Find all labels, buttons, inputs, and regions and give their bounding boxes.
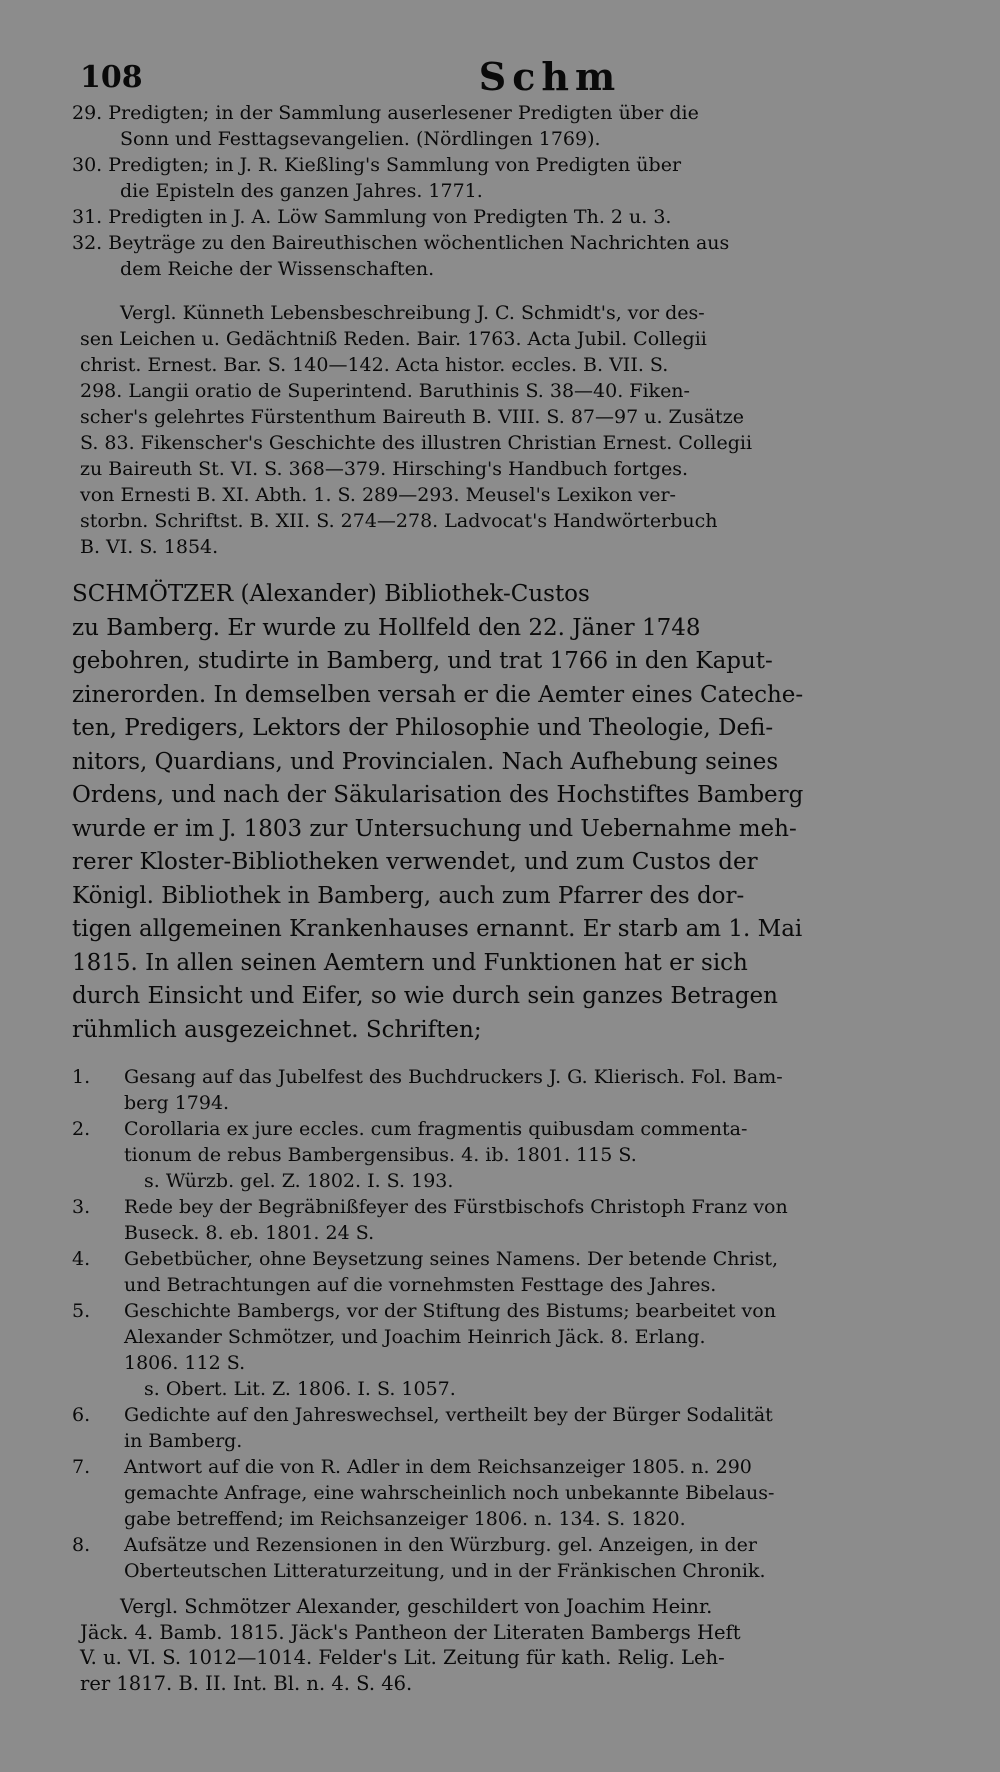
- list-line: 30. Predigten; in J. R. Kießling's Sammlung von Predigten über: [72, 154, 682, 176]
- work-line: [72, 1376, 932, 1402]
- work-text: berg 1794.: [124, 1092, 230, 1114]
- biography-line: zinerorden. In demselben versah er die Aemter eines Cateche-: [72, 681, 804, 708]
- reference-line: zu Baireuth St. VI. S. 368—379. Hirsching's Handbuch fortges.: [80, 458, 689, 480]
- works-list: [72, 1064, 932, 1584]
- reference-line: Vergl. Künneth Lebensbeschreibung J. C. Schmidt's, vor des-: [120, 302, 705, 324]
- work-number: 2.: [72, 1118, 91, 1140]
- running-head: Schm: [478, 54, 622, 99]
- top-list: [72, 100, 932, 282]
- work-text: Alexander Schmötzer, und Joachim Heinrich Jäck. 8. Erlang.: [124, 1326, 706, 1348]
- work-line: [72, 1168, 932, 1194]
- work-text: Gesang auf das Jubelfest des Buchdruckers J. G. Klierisch. Fol. Bam-: [124, 1066, 783, 1088]
- work-text: Buseck. 8. eb. 1801. 24 S.: [124, 1222, 375, 1244]
- work-text: s. Würzb. gel. Z. 1802. I. S. 193.: [144, 1170, 454, 1192]
- work-line: [72, 1090, 932, 1116]
- reference-line: sen Leichen u. Gedächtniß Reden. Bair. 1763. Acta Jubil. Collegii: [80, 328, 707, 350]
- work-line: [72, 1480, 932, 1506]
- biography-line: SCHMÖTZER (Alexander) Bibliothek-Custos: [72, 581, 590, 607]
- reference-line: S. 83. Fikenscher's Geschichte des illustren Christian Ernest. Collegii: [80, 432, 753, 454]
- page-number: 108: [80, 60, 143, 95]
- biography-line: rühmlich ausgezeichnet. Schriften;: [72, 1016, 482, 1043]
- work-text: s. Obert. Lit. Z. 1806. I. S. 1057.: [144, 1378, 456, 1400]
- reference-line: B. VI. S. 1854.: [80, 536, 219, 558]
- work-number: 1.: [72, 1066, 91, 1088]
- work-line: [72, 1506, 932, 1532]
- work-text: Gebetbücher, ohne Beysetzung seines Namens. Der betende Christ,: [124, 1248, 779, 1270]
- work-text: gemachte Anfrage, eine wahrscheinlich noch unbekannte Bibelaus-: [124, 1482, 775, 1504]
- biography-line: rerer Kloster-Bibliotheken verwendet, und zum Custos der: [72, 849, 758, 875]
- biography-line: zu Bamberg. Er wurde zu Hollfeld den 22. Jäner 1748: [72, 614, 701, 641]
- work-text: Antwort auf die von R. Adler in dem Reichsanzeiger 1805. n. 290: [124, 1456, 752, 1478]
- reference-line: rer 1817. B. II. Int. Bl. n. 4. S. 46.: [80, 1671, 413, 1695]
- work-line: [72, 1324, 932, 1350]
- work-number: 3.: [72, 1196, 91, 1218]
- work-line: [72, 1402, 932, 1428]
- reference-line: christ. Ernest. Bar. S. 140—142. Acta histor. eccles. B. VII. S.: [80, 354, 669, 376]
- work-text: Geschichte Bambergs, vor der Stiftung des Bistums; bearbeitet von: [124, 1300, 776, 1322]
- biography-line: wurde er im J. 1803 zur Untersuchung und Uebernahme meh-: [72, 815, 797, 842]
- work-text: Oberteutschen Litteraturzeitung, und in der Fränkischen Chronik.: [124, 1560, 766, 1582]
- biography-line: gebohren, studirte in Bamberg, und trat 1766 in den Kaput-: [72, 648, 773, 674]
- work-text: 1806. 112 S.: [124, 1352, 246, 1374]
- biography-entry: [72, 578, 932, 1047]
- biography-line: ten, Predigers, Lektors der Philosophie und Theologie, Defi-: [72, 715, 774, 741]
- list-line: 29. Predigten; in der Sammlung auserlesener Predigten über die: [72, 102, 699, 124]
- work-text: in Bamberg.: [124, 1430, 243, 1452]
- biography-line: Königl. Bibliothek in Bamberg, auch zum Pfarrer des dor-: [72, 882, 745, 909]
- biography-line: nitors, Quardians, und Provincialen. Nach Aufhebung seines: [72, 748, 779, 775]
- biography-line: tigen allgemeinen Krankenhauses ernannt. Er starb am 1. Mai: [72, 916, 803, 942]
- work-number: 7.: [72, 1456, 91, 1478]
- biography-line: 1815. In allen seinen Aemtern und Funktionen hat er sich: [72, 949, 748, 976]
- reference-line: scher's gelehrtes Fürstenthum Baireuth B. VIII. S. 87—97 u. Zusätze: [80, 406, 744, 428]
- list-line: 32. Beyträge zu den Baireuthischen wöchentlichen Nachrichten aus: [72, 232, 730, 254]
- work-text: und Betrachtungen auf die vornehmsten Festtage des Jahres.: [124, 1274, 717, 1296]
- reference-line: V. u. VI. S. 1012—1014. Felder's Lit. Zeitung für kath. Relig. Leh-: [80, 1646, 725, 1669]
- work-line: [72, 1064, 932, 1090]
- work-number: 4.: [72, 1248, 91, 1270]
- work-text: Aufsätze und Rezensionen in den Würzburg. gel. Anzeigen, in der: [124, 1534, 758, 1556]
- work-line: [72, 1428, 932, 1454]
- reference-line: Jäck. 4. Bamb. 1815. Jäck's Pantheon der Literaten Bambergs Heft: [80, 1620, 741, 1644]
- reference-line: von Ernesti B. XI. Abth. 1. S. 289—293. Meusel's Lexikon ver-: [80, 484, 676, 506]
- work-text: Corollaria ex jure eccles. cum fragmentis quibusdam commenta-: [124, 1118, 748, 1140]
- work-line: [72, 1142, 932, 1168]
- work-line: [72, 1454, 932, 1480]
- list-line: dem Reiche der Wissenschaften.: [120, 258, 435, 280]
- work-line: [72, 1246, 932, 1272]
- work-text: gabe betreffend; im Reichsanzeiger 1806. n. 134. S. 1820.: [124, 1508, 686, 1530]
- biography-line: Ordens, und nach der Säkularisation des Hochstiftes Bamberg: [72, 782, 804, 808]
- list-line: Sonn und Festtagsevangelien. (Nördlingen 1769).: [120, 128, 601, 150]
- list-line: 31. Predigten in J. A. Löw Sammlung von Predigten Th. 2 u. 3.: [72, 206, 672, 228]
- work-line: [72, 1532, 932, 1558]
- work-line: [72, 1298, 932, 1324]
- reference-block-1: [72, 300, 932, 560]
- work-line: [72, 1194, 932, 1220]
- reference-block-2: [72, 1594, 932, 1696]
- reference-line: storbn. Schriftst. B. XII. S. 274—278. Ladvocat's Handwörterbuch: [80, 510, 718, 532]
- reference-line: Vergl. Schmötzer Alexander, geschildert von Joachim Heinr.: [120, 1595, 713, 1618]
- reference-line: 298. Langii oratio de Superintend. Baruthinis S. 38—40. Fiken-: [80, 380, 690, 402]
- work-line: [72, 1350, 932, 1376]
- work-line: [72, 1558, 932, 1584]
- work-text: Gedichte auf den Jahreswechsel, vertheilt bey der Bürger Sodalität: [124, 1404, 773, 1426]
- work-text: Rede bey der Begräbnißfeyer des Fürstbischofs Christoph Franz von: [124, 1196, 788, 1218]
- biography-line: durch Einsicht und Eifer, so wie durch sein ganzes Betragen: [72, 983, 778, 1009]
- work-line: [72, 1272, 932, 1298]
- work-number: 8.: [72, 1534, 91, 1556]
- work-number: 6.: [72, 1404, 91, 1426]
- work-number: 5.: [72, 1300, 91, 1322]
- work-text: tionum de rebus Bambergensibus. 4. ib. 1801. 115 S.: [124, 1144, 637, 1166]
- list-line: die Episteln des ganzen Jahres. 1771.: [120, 180, 483, 202]
- work-line: [72, 1116, 932, 1142]
- work-line: [72, 1220, 932, 1246]
